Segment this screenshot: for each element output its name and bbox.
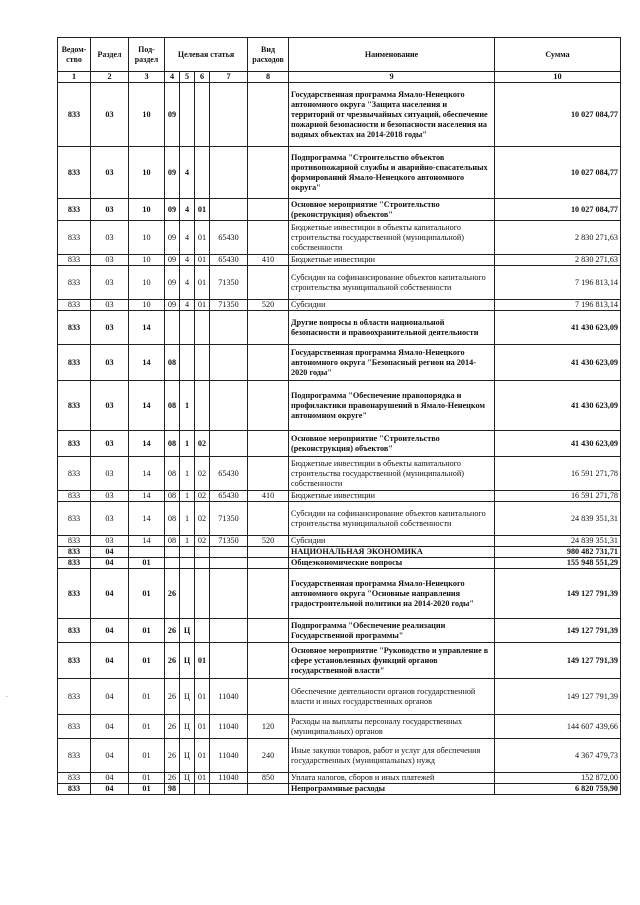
cell-name: Уплата налогов, сборов и иных платежей [289, 773, 495, 784]
cell-sum: 41 430 623,09 [495, 311, 621, 345]
cell-measure: 01 [195, 643, 210, 679]
cell-subprogram [180, 345, 195, 381]
cell-measure [195, 619, 210, 643]
cell-vedomstvo: 833 [58, 502, 91, 536]
cell-direction: 11040 [210, 773, 248, 784]
cell-direction [210, 345, 248, 381]
cell-subprogram: Ц [180, 773, 195, 784]
cell-razdel: 03 [91, 255, 129, 266]
cell-program: 09 [165, 221, 180, 255]
cell-sum: 149 127 791,39 [495, 619, 621, 643]
cell-direction: 65430 [210, 457, 248, 491]
cell-program: 09 [165, 266, 180, 300]
cell-program: 09 [165, 300, 180, 311]
cell-podrazdel: 10 [129, 199, 165, 221]
cell-vedomstvo: 833 [58, 345, 91, 381]
cell-program: 26 [165, 739, 180, 773]
cell-measure [195, 311, 210, 345]
cell-subprogram: Ц [180, 643, 195, 679]
cell-measure [195, 83, 210, 147]
cell-podrazdel: 01 [129, 619, 165, 643]
cell-program: 08 [165, 457, 180, 491]
cell-podrazdel: 01 [129, 569, 165, 619]
cell-program: 26 [165, 643, 180, 679]
cell-razdel: 04 [91, 739, 129, 773]
cell-vid [248, 679, 289, 715]
cell-direction: 11040 [210, 715, 248, 739]
cell-vedomstvo: 833 [58, 381, 91, 431]
cell-vid: 520 [248, 300, 289, 311]
cell-measure: 02 [195, 536, 210, 547]
cell-razdel: 03 [91, 266, 129, 300]
cell-razdel: 04 [91, 773, 129, 784]
cell-measure [195, 381, 210, 431]
cell-podrazdel: 14 [129, 381, 165, 431]
cell-podrazdel: 14 [129, 502, 165, 536]
cell-measure: 02 [195, 491, 210, 502]
cell-direction: 11040 [210, 739, 248, 773]
cell-vedomstvo: 833 [58, 147, 91, 199]
cell-name: Расходы на выплаты персоналу государственных (муниципальных) органов [289, 715, 495, 739]
cell-vid [248, 502, 289, 536]
cell-direction [210, 311, 248, 345]
table-row [58, 491, 621, 502]
cell-subprogram: 4 [180, 147, 195, 199]
cell-measure: 01 [195, 679, 210, 715]
cell-direction: 65430 [210, 221, 248, 255]
cell-direction [210, 569, 248, 619]
cell-vedomstvo: 833 [58, 311, 91, 345]
cell-program: 26 [165, 619, 180, 643]
cell-direction: 71350 [210, 536, 248, 547]
table-row [58, 300, 621, 311]
colnum: 7 [210, 72, 248, 83]
cell-razdel: 03 [91, 221, 129, 255]
cell-name: Бюджетные инвестиции [289, 491, 495, 502]
colnum: 4 [165, 72, 180, 83]
cell-subprogram: 4 [180, 300, 195, 311]
table-row [58, 345, 621, 381]
cell-vedomstvo: 833 [58, 199, 91, 221]
cell-razdel: 03 [91, 457, 129, 491]
cell-sum: 24 839 351,31 [495, 536, 621, 547]
cell-measure: 01 [195, 773, 210, 784]
cell-vedomstvo: 833 [58, 784, 91, 795]
cell-podrazdel: 01 [129, 679, 165, 715]
cell-direction: 71350 [210, 266, 248, 300]
table-row [58, 547, 621, 558]
cell-measure: 01 [195, 266, 210, 300]
cell-razdel: 04 [91, 547, 129, 558]
cell-vid [248, 784, 289, 795]
cell-vid: 120 [248, 715, 289, 739]
cell-podrazdel: 01 [129, 773, 165, 784]
cell-measure [195, 147, 210, 199]
cell-sum: 152 872,00 [495, 773, 621, 784]
colnum: 6 [195, 72, 210, 83]
cell-program: 08 [165, 431, 180, 457]
cell-subprogram: 1 [180, 491, 195, 502]
cell-subprogram [180, 83, 195, 147]
cell-vid [248, 558, 289, 569]
cell-sum: 7 196 813,14 [495, 300, 621, 311]
cell-subprogram: 1 [180, 381, 195, 431]
cell-sum: 10 027 084,77 [495, 199, 621, 221]
cell-vedomstvo: 833 [58, 547, 91, 558]
table-row [58, 679, 621, 715]
cell-vedomstvo: 833 [58, 619, 91, 643]
cell-name: Субсидии на софинансирование объектов капитального строительства муниципальной собственности [289, 266, 495, 300]
margin-mark: . [6, 691, 8, 699]
cell-direction [210, 643, 248, 679]
cell-measure [195, 569, 210, 619]
cell-subprogram [180, 569, 195, 619]
cell-razdel: 03 [91, 147, 129, 199]
cell-program: 08 [165, 536, 180, 547]
cell-vid [248, 266, 289, 300]
cell-podrazdel: 01 [129, 739, 165, 773]
cell-sum: 41 430 623,09 [495, 345, 621, 381]
cell-razdel: 04 [91, 679, 129, 715]
cell-vid: 410 [248, 255, 289, 266]
cell-measure: 01 [195, 715, 210, 739]
cell-podrazdel: 01 [129, 784, 165, 795]
cell-vid: 240 [248, 739, 289, 773]
cell-vid [248, 643, 289, 679]
cell-sum: 16 591 271,78 [495, 457, 621, 491]
col-header-razdel: Раздел [91, 38, 129, 72]
cell-podrazdel: 14 [129, 457, 165, 491]
colnum: 3 [129, 72, 165, 83]
table-row [58, 266, 621, 300]
cell-subprogram: Ц [180, 739, 195, 773]
cell-measure: 01 [195, 199, 210, 221]
cell-vedomstvo: 833 [58, 558, 91, 569]
cell-vedomstvo: 833 [58, 679, 91, 715]
cell-direction: 71350 [210, 300, 248, 311]
cell-subprogram: Ц [180, 619, 195, 643]
cell-podrazdel: 01 [129, 715, 165, 739]
cell-program [165, 311, 180, 345]
cell-name: Подпрограмма "Обеспечение правопорядка и профилактики правонарушений в Ямало-Ненецком автономном округе" [289, 381, 495, 431]
cell-name: Основное мероприятие "Руководство и управление в сфере установленных функций органов государственной власти" [289, 643, 495, 679]
cell-sum: 7 196 813,14 [495, 266, 621, 300]
cell-podrazdel: 10 [129, 266, 165, 300]
cell-measure [195, 345, 210, 381]
cell-name: Другие вопросы в области национальной безопасности и правоохранительной деятельности [289, 311, 495, 345]
cell-direction [210, 547, 248, 558]
cell-vid [248, 457, 289, 491]
cell-vid [248, 147, 289, 199]
cell-program: 26 [165, 715, 180, 739]
cell-vedomstvo: 833 [58, 255, 91, 266]
col-header-vedomstvo: Ведом-ство [58, 38, 91, 72]
cell-name: Основное мероприятие "Строительство (реконструкция) объектов" [289, 431, 495, 457]
cell-direction [210, 558, 248, 569]
cell-name: Иные закупки товаров, работ и услуг для обеспечения государственных (муниципальных) нужд [289, 739, 495, 773]
colnum: 9 [289, 72, 495, 83]
cell-sum: 24 839 351,31 [495, 502, 621, 536]
cell-program: 26 [165, 569, 180, 619]
cell-direction [210, 619, 248, 643]
cell-razdel: 04 [91, 619, 129, 643]
table-row [58, 311, 621, 345]
cell-name: Государственная программа Ямало-Ненецкого автономного округа "Основные направления градостроительной политики на 2014-2020 годы" [289, 569, 495, 619]
cell-measure: 02 [195, 502, 210, 536]
cell-podrazdel: 10 [129, 255, 165, 266]
cell-razdel: 03 [91, 311, 129, 345]
col-header-vid: Вид расходов [248, 38, 289, 72]
cell-vedomstvo: 833 [58, 221, 91, 255]
cell-sum: 155 948 551,29 [495, 558, 621, 569]
cell-vid [248, 345, 289, 381]
cell-subprogram: Ц [180, 679, 195, 715]
cell-direction [210, 381, 248, 431]
cell-measure [195, 784, 210, 795]
cell-name: Основное мероприятие "Строительство (реконструкция) объектов" [289, 199, 495, 221]
table-row [58, 619, 621, 643]
cell-name: Субсидии на софинансирование объектов капитального строительства муниципальной собственности [289, 502, 495, 536]
cell-vedomstvo: 833 [58, 536, 91, 547]
cell-vedomstvo: 833 [58, 431, 91, 457]
table-row [58, 569, 621, 619]
cell-vid [248, 619, 289, 643]
cell-sum: 149 127 791,39 [495, 679, 621, 715]
budget-sheet [57, 37, 620, 795]
cell-name: Государственная программа Ямало-Ненецкого автономного округа "Безопасный регион на 2014-2020 годы" [289, 345, 495, 381]
cell-vid [248, 199, 289, 221]
cell-vid [248, 311, 289, 345]
cell-podrazdel: 14 [129, 431, 165, 457]
cell-subprogram: 1 [180, 457, 195, 491]
cell-vid: 850 [248, 773, 289, 784]
colnum: 2 [91, 72, 129, 83]
cell-program [165, 547, 180, 558]
col-header-podrazdel: Под-раздел [129, 38, 165, 72]
cell-name: Подпрограмма "Обеспечение реализации Государственной программы" [289, 619, 495, 643]
cell-name: Бюджетные инвестиции [289, 255, 495, 266]
cell-program: 08 [165, 491, 180, 502]
cell-name: Бюджетные инвестиции в объекты капитального строительства государственной (муниципальной) собственности [289, 221, 495, 255]
cell-direction [210, 147, 248, 199]
cell-direction: 65430 [210, 255, 248, 266]
cell-podrazdel: 10 [129, 147, 165, 199]
table-row [58, 715, 621, 739]
colnum-row [58, 72, 621, 83]
table-row [58, 199, 621, 221]
cell-subprogram: 4 [180, 199, 195, 221]
cell-podrazdel: 14 [129, 311, 165, 345]
cell-vid: 410 [248, 491, 289, 502]
cell-program: 09 [165, 147, 180, 199]
cell-name: Субсидии [289, 300, 495, 311]
cell-podrazdel [129, 547, 165, 558]
table-row [58, 773, 621, 784]
cell-vedomstvo: 833 [58, 739, 91, 773]
cell-vid [248, 569, 289, 619]
cell-name: Субсидии [289, 536, 495, 547]
table-row [58, 221, 621, 255]
cell-subprogram: 4 [180, 255, 195, 266]
cell-vedomstvo: 833 [58, 491, 91, 502]
cell-podrazdel: 14 [129, 345, 165, 381]
cell-vedomstvo: 833 [58, 266, 91, 300]
cell-podrazdel: 01 [129, 558, 165, 569]
table-row [58, 457, 621, 491]
cell-vedomstvo: 833 [58, 457, 91, 491]
table-row [58, 83, 621, 147]
cell-sum: 149 127 791,39 [495, 569, 621, 619]
cell-direction: 65430 [210, 491, 248, 502]
cell-sum: 6 820 759,90 [495, 784, 621, 795]
cell-podrazdel: 10 [129, 300, 165, 311]
table-row [58, 739, 621, 773]
cell-direction: 71350 [210, 502, 248, 536]
cell-podrazdel: 14 [129, 491, 165, 502]
cell-subprogram: 1 [180, 536, 195, 547]
table-body [58, 83, 621, 795]
cell-sum: 2 830 271,63 [495, 221, 621, 255]
cell-razdel: 04 [91, 715, 129, 739]
cell-measure: 01 [195, 739, 210, 773]
cell-subprogram [180, 311, 195, 345]
col-header-naim: Наименование [289, 38, 495, 72]
table-row [58, 643, 621, 679]
cell-sum: 2 830 271,63 [495, 255, 621, 266]
cell-name: НАЦИОНАЛЬНАЯ ЭКОНОМИКА [289, 547, 495, 558]
cell-razdel: 03 [91, 83, 129, 147]
cell-subprogram: 4 [180, 266, 195, 300]
cell-direction: 11040 [210, 679, 248, 715]
cell-razdel: 03 [91, 199, 129, 221]
cell-name: Обеспечение деятельности органов государственной власти и иных государственных органов [289, 679, 495, 715]
cell-program [165, 558, 180, 569]
cell-program: 08 [165, 381, 180, 431]
colnum: 5 [180, 72, 195, 83]
table-row [58, 431, 621, 457]
cell-vid: 520 [248, 536, 289, 547]
cell-vedomstvo: 833 [58, 300, 91, 311]
cell-measure [195, 547, 210, 558]
cell-measure: 01 [195, 255, 210, 266]
cell-measure: 01 [195, 221, 210, 255]
cell-program: 09 [165, 199, 180, 221]
cell-program: 98 [165, 784, 180, 795]
cell-subprogram: 1 [180, 502, 195, 536]
cell-program: 08 [165, 502, 180, 536]
table-row [58, 255, 621, 266]
cell-sum: 149 127 791,39 [495, 643, 621, 679]
cell-podrazdel: 10 [129, 221, 165, 255]
cell-subprogram: 4 [180, 221, 195, 255]
col-header-summa: Сумма [495, 38, 621, 72]
cell-program: 09 [165, 255, 180, 266]
cell-sum: 144 607 439,66 [495, 715, 621, 739]
cell-name: Непрограммные расходы [289, 784, 495, 795]
cell-razdel: 04 [91, 784, 129, 795]
cell-podrazdel: 14 [129, 536, 165, 547]
table-row [58, 536, 621, 547]
cell-direction [210, 431, 248, 457]
cell-name: Подпрограмма "Строительство объектов противопожарной службы и аварийно-спасательных формирований Ямало-Ненецкого автономного округа" [289, 147, 495, 199]
colnum: 10 [495, 72, 621, 83]
table-row [58, 558, 621, 569]
cell-sum: 10 027 084,77 [495, 147, 621, 199]
cell-subprogram [180, 547, 195, 558]
cell-vedomstvo: 833 [58, 715, 91, 739]
cell-vid [248, 547, 289, 558]
cell-razdel: 03 [91, 381, 129, 431]
cell-vid [248, 221, 289, 255]
cell-direction [210, 199, 248, 221]
cell-vedomstvo: 833 [58, 643, 91, 679]
cell-vedomstvo: 833 [58, 569, 91, 619]
cell-program: 26 [165, 679, 180, 715]
cell-vedomstvo: 833 [58, 773, 91, 784]
cell-vid [248, 83, 289, 147]
cell-vid [248, 431, 289, 457]
cell-name: Государственная программа Ямало-Ненецкого автономного округа "Защита населения и территорий от чрезвычайных ситуаций, обеспечение пожарной безопасности и безопасности населения на водных объектах на 2014-2018 годы" [289, 83, 495, 147]
cell-subprogram: Ц [180, 715, 195, 739]
cell-subprogram: 1 [180, 431, 195, 457]
cell-measure: 02 [195, 457, 210, 491]
cell-razdel: 03 [91, 491, 129, 502]
cell-razdel: 03 [91, 431, 129, 457]
colnum: 8 [248, 72, 289, 83]
cell-razdel: 03 [91, 502, 129, 536]
cell-sum: 41 430 623,09 [495, 431, 621, 457]
cell-program: 09 [165, 83, 180, 147]
cell-direction [210, 784, 248, 795]
cell-subprogram [180, 558, 195, 569]
cell-vedomstvo: 833 [58, 83, 91, 147]
cell-sum: 41 430 623,09 [495, 381, 621, 431]
cell-sum: 16 591 271,78 [495, 491, 621, 502]
cell-measure: 01 [195, 300, 210, 311]
cell-measure [195, 558, 210, 569]
cell-vid [248, 381, 289, 431]
cell-sum: 4 367 479,73 [495, 739, 621, 773]
cell-program: 08 [165, 345, 180, 381]
cell-sum: 10 027 084,77 [495, 83, 621, 147]
cell-subprogram [180, 784, 195, 795]
cell-razdel: 03 [91, 300, 129, 311]
cell-sum: 980 482 731,71 [495, 547, 621, 558]
budget-table [57, 37, 621, 795]
cell-name: Бюджетные инвестиции в объекты капитального строительства государственной (муниципальной) собственности [289, 457, 495, 491]
cell-razdel: 04 [91, 643, 129, 679]
cell-razdel: 03 [91, 345, 129, 381]
cell-name: Общеэкономические вопросы [289, 558, 495, 569]
cell-razdel: 03 [91, 536, 129, 547]
cell-razdel: 04 [91, 558, 129, 569]
cell-measure: 02 [195, 431, 210, 457]
table-row [58, 502, 621, 536]
header-row [58, 38, 621, 72]
cell-podrazdel: 10 [129, 83, 165, 147]
colnum: 1 [58, 72, 91, 83]
table-row [58, 381, 621, 431]
table-row [58, 784, 621, 795]
cell-program: 26 [165, 773, 180, 784]
cell-direction [210, 83, 248, 147]
table-row [58, 147, 621, 199]
cell-razdel: 04 [91, 569, 129, 619]
col-header-tselevaya: Целевая статья [165, 38, 248, 72]
cell-podrazdel: 01 [129, 643, 165, 679]
